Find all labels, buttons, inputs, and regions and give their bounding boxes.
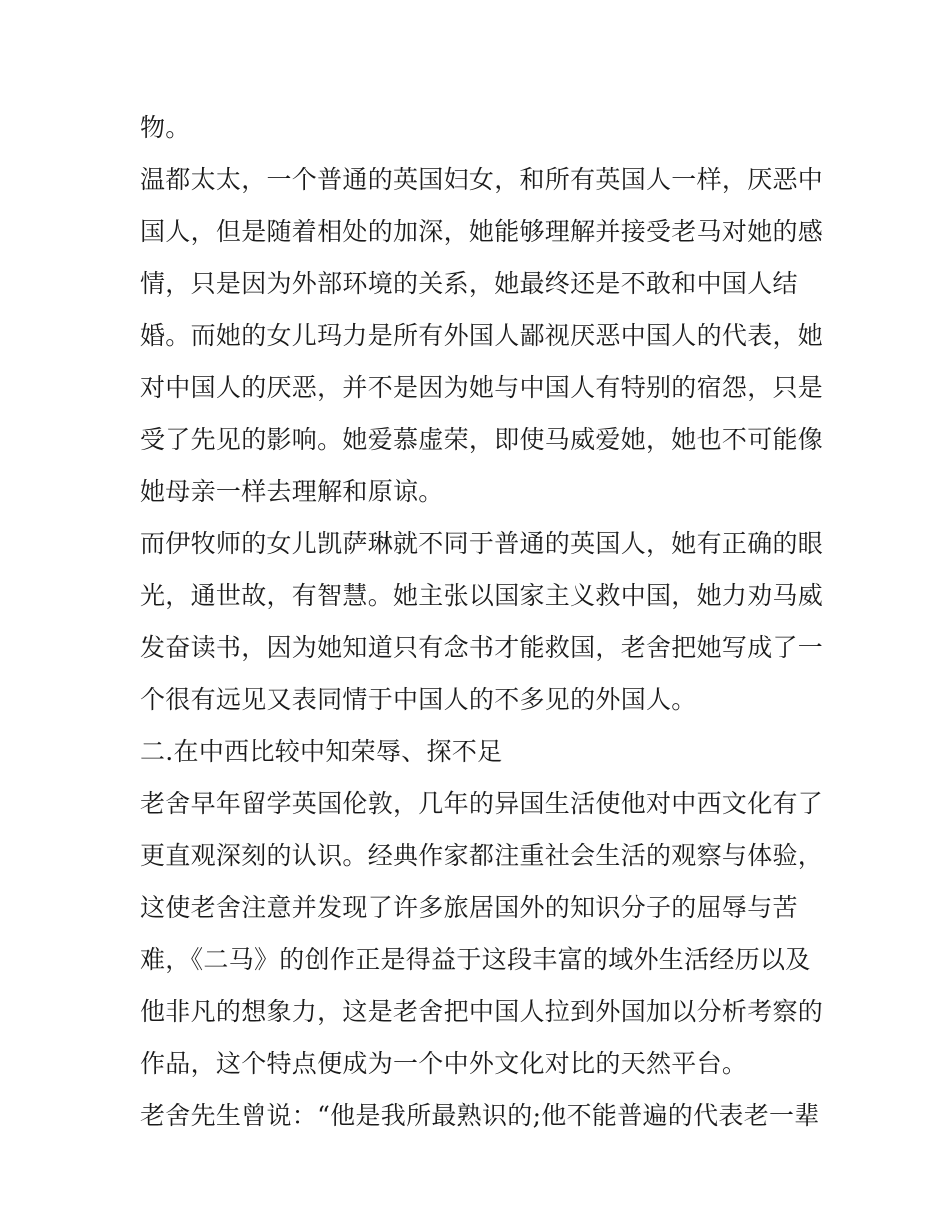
section-heading: 二.在中西比较中知荣辱、探不足 (140, 737, 503, 766)
text-line: 国人，但是随着相处的加深，她能够理解并接受老马对她的感 (140, 217, 824, 246)
text-line: 情，只是因为外部环境的关系，她最终还是不敢和中国人结 (140, 269, 798, 298)
text-line: 物。 (140, 113, 191, 142)
text-line: 发奋读书，因为她知道只有念书才能救国，老舍把她写成了一 (140, 633, 824, 662)
text-line: 受了先见的影响。她爱慕虚荣，即使马威爱她，她也不可能像 (140, 425, 824, 454)
text-line: 婚。而她的女儿玛力是所有外国人鄙视厌恶中国人的代表，她 (140, 321, 824, 350)
text-line: 这使老舍注意并发现了许多旅居国外的知识分子的屈辱与苦 (140, 893, 798, 922)
text-line: 对中国人的厌恶，并不是因为她与中国人有特别的宿怨，只是 (140, 373, 824, 402)
text-line: 作品，这个特点便成为一个中外文化对比的天然平台。 (140, 1049, 748, 1078)
text-line: 老舍先生曾说：“他是我所最熟识的;他不能普遍的代表老一辈 (140, 1101, 820, 1130)
text-line: 更直观深刻的认识。经典作家都注重社会生活的观察与体验， (140, 841, 824, 870)
text-line: 个很有远见又表同情于中国人的不多见的外国人。 (140, 685, 697, 714)
text-line: 难，《二马》的创作正是得益于这段丰富的域外生活经历以及 (140, 945, 811, 974)
text-line: 光，通世故，有智慧。她主张以国家主义救中国，她力劝马威 (140, 581, 824, 610)
text-line: 而伊牧师的女儿凯萨琳就不同于普通的英国人，她有正确的眼 (140, 529, 824, 558)
text-line: 他非凡的想象力，这是老舍把中国人拉到外国加以分析考察的 (140, 997, 824, 1026)
text-line: 老舍早年留学英国伦敦，几年的异国生活使他对中西文化有了 (140, 789, 824, 818)
text-line: 温都太太，一个普通的英国妇女，和所有英国人一样，厌恶中 (140, 165, 824, 194)
text-line: 她母亲一样去理解和原谅。 (140, 477, 444, 506)
